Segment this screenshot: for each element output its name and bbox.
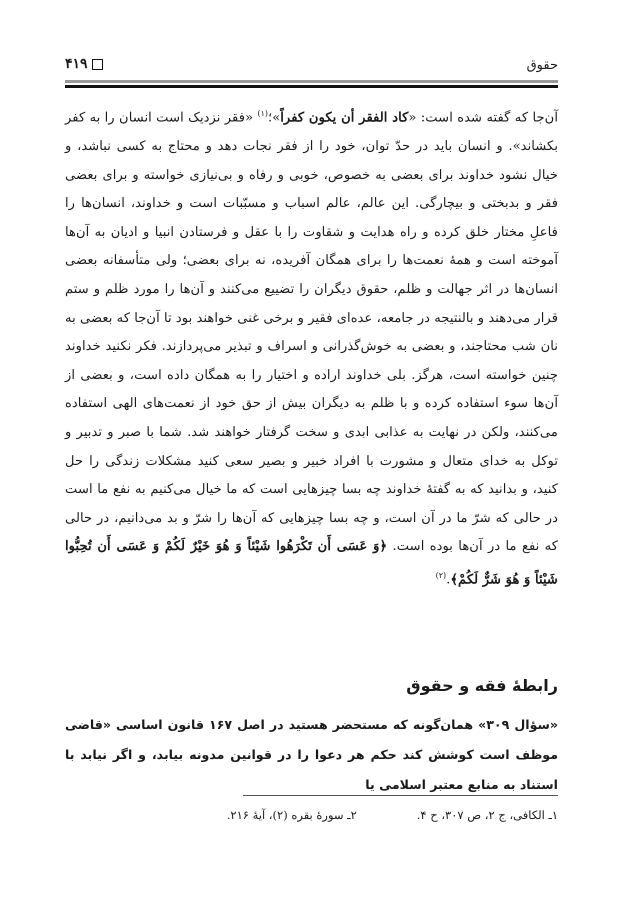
text-run: آن‌جا که گفته شده است: « bbox=[408, 110, 558, 126]
paragraph bbox=[65, 100, 558, 595]
text-run: »؛ bbox=[268, 110, 281, 126]
text-run: . bbox=[446, 572, 451, 588]
footnote-marker[interactable]: (۱) bbox=[257, 109, 268, 118]
page-number-block bbox=[65, 56, 103, 72]
footnote-2: ۲ـ سورهٔ بقره (۲)، آیهٔ ۲۱۶. bbox=[226, 808, 357, 822]
square-icon bbox=[92, 59, 103, 70]
footnote-marker[interactable]: (۲) bbox=[435, 570, 447, 580]
footnotes bbox=[65, 808, 558, 822]
page-number: ۴۱۹ bbox=[65, 56, 88, 72]
header-rule-black bbox=[65, 85, 558, 88]
quran-verse: ﴿وَ عَسَى أَن تَكْرَهُوا شَيْئاً وَ هُوَ خَيْرٌ لَكُمْ وَ عَسَى أَن تُحِبُّوا شَيْئاً وَ هُوَ شَرٌّ لَكُمْ﴾ bbox=[65, 539, 558, 588]
page-header bbox=[65, 56, 558, 76]
running-title: حقوق bbox=[526, 58, 558, 73]
footnote-separator bbox=[243, 795, 558, 796]
footnote-1: ۱ـ الکافی، ج ۲، ص ۳۰۷، ح ۴. bbox=[416, 808, 558, 822]
main-text bbox=[65, 100, 558, 595]
arabic-quote: كاد الفقر أن يكون كفراً bbox=[280, 110, 409, 126]
header-rule-grey bbox=[65, 80, 558, 83]
question-paragraph: «سؤال ۳۰۹» همان‌گونه که مستحضر هستید در اصل ۱۶۷ قانون اساسی «قاضی موظف است کوشش کند حکم هر دعوا را در قوانین مدونه بیابد، و اگر نیابد با استناد به منابع معتبر اسلامی یا bbox=[65, 717, 558, 792]
section-heading: رابطهٔ فقه و حقوق bbox=[406, 676, 558, 695]
text-run: «فقر نزدیک است انسان را به کفر بکشاند». و انسان باید در حدّ توان، خود را از فقر نجات دهد و محتاج به کسی نباشد، و خیال نشود خداوند برای بعضی به خصوص، خوبی و رفاه و بی‌نیازی خواسته و برای بعضی فقر و بدبختی و بیچارگی. این عالم، عالم اسباب و مسبّبات است و خداوند، انسان‌ها را فاعلِ مختار خلق کرده و راه هدایت و شقاوت را با عقل و فرستادن انبیا و ادیان به آن‌ها آموخته است و همهٔ نعمت‌ها را برای همگان آفریده، نه برای بعضی؛ ولی متأسفانه بعضی انسان‌ها در اثر جهالت و ظلم، حقوق دیگران را تضییع می‌کنند و آن‌ها را مورد ظلم و ستم قرار می‌دهند و بالنتیجه در جامعه، عده‌ای فقیر و برخی غنی خواهند بود تا آن‌جا که بعضی به نان شب محتاجند، و بعضی به خوش‌گذرانی و اسراف و تبذیر می‌پردازند. فکر نکنید خداوند چنین خواسته است، هرگز. بلی خداوند اراده و اختیار را به همگان داده است، و بعضی از آن‌ها سوء استفاده کرده و با ظلم به دیگران بیش از حق خود از نعمت‌های الهی استفاده می‌کنند، ولکن در نهایت به عذابی ابدی و سخت گرفتار خواهند شد. شما با صبر و تدبیر و توکل به خدای متعال و مشورت با افراد خبیر و بصیر سعی کنید مشکلات زندگی را حل کنید، و بدانید که به گفتهٔ خداوند چه بسا چیزهایی است که ما خیال می‌کنیم به نفع ما است در حالی که شرّ ما در آن است، و چه بسا چیزهایی که آن‌ها را شرّ و بد می‌دانیم، در حالی که نفع ما در آن‌ها بوده است. bbox=[65, 110, 558, 555]
